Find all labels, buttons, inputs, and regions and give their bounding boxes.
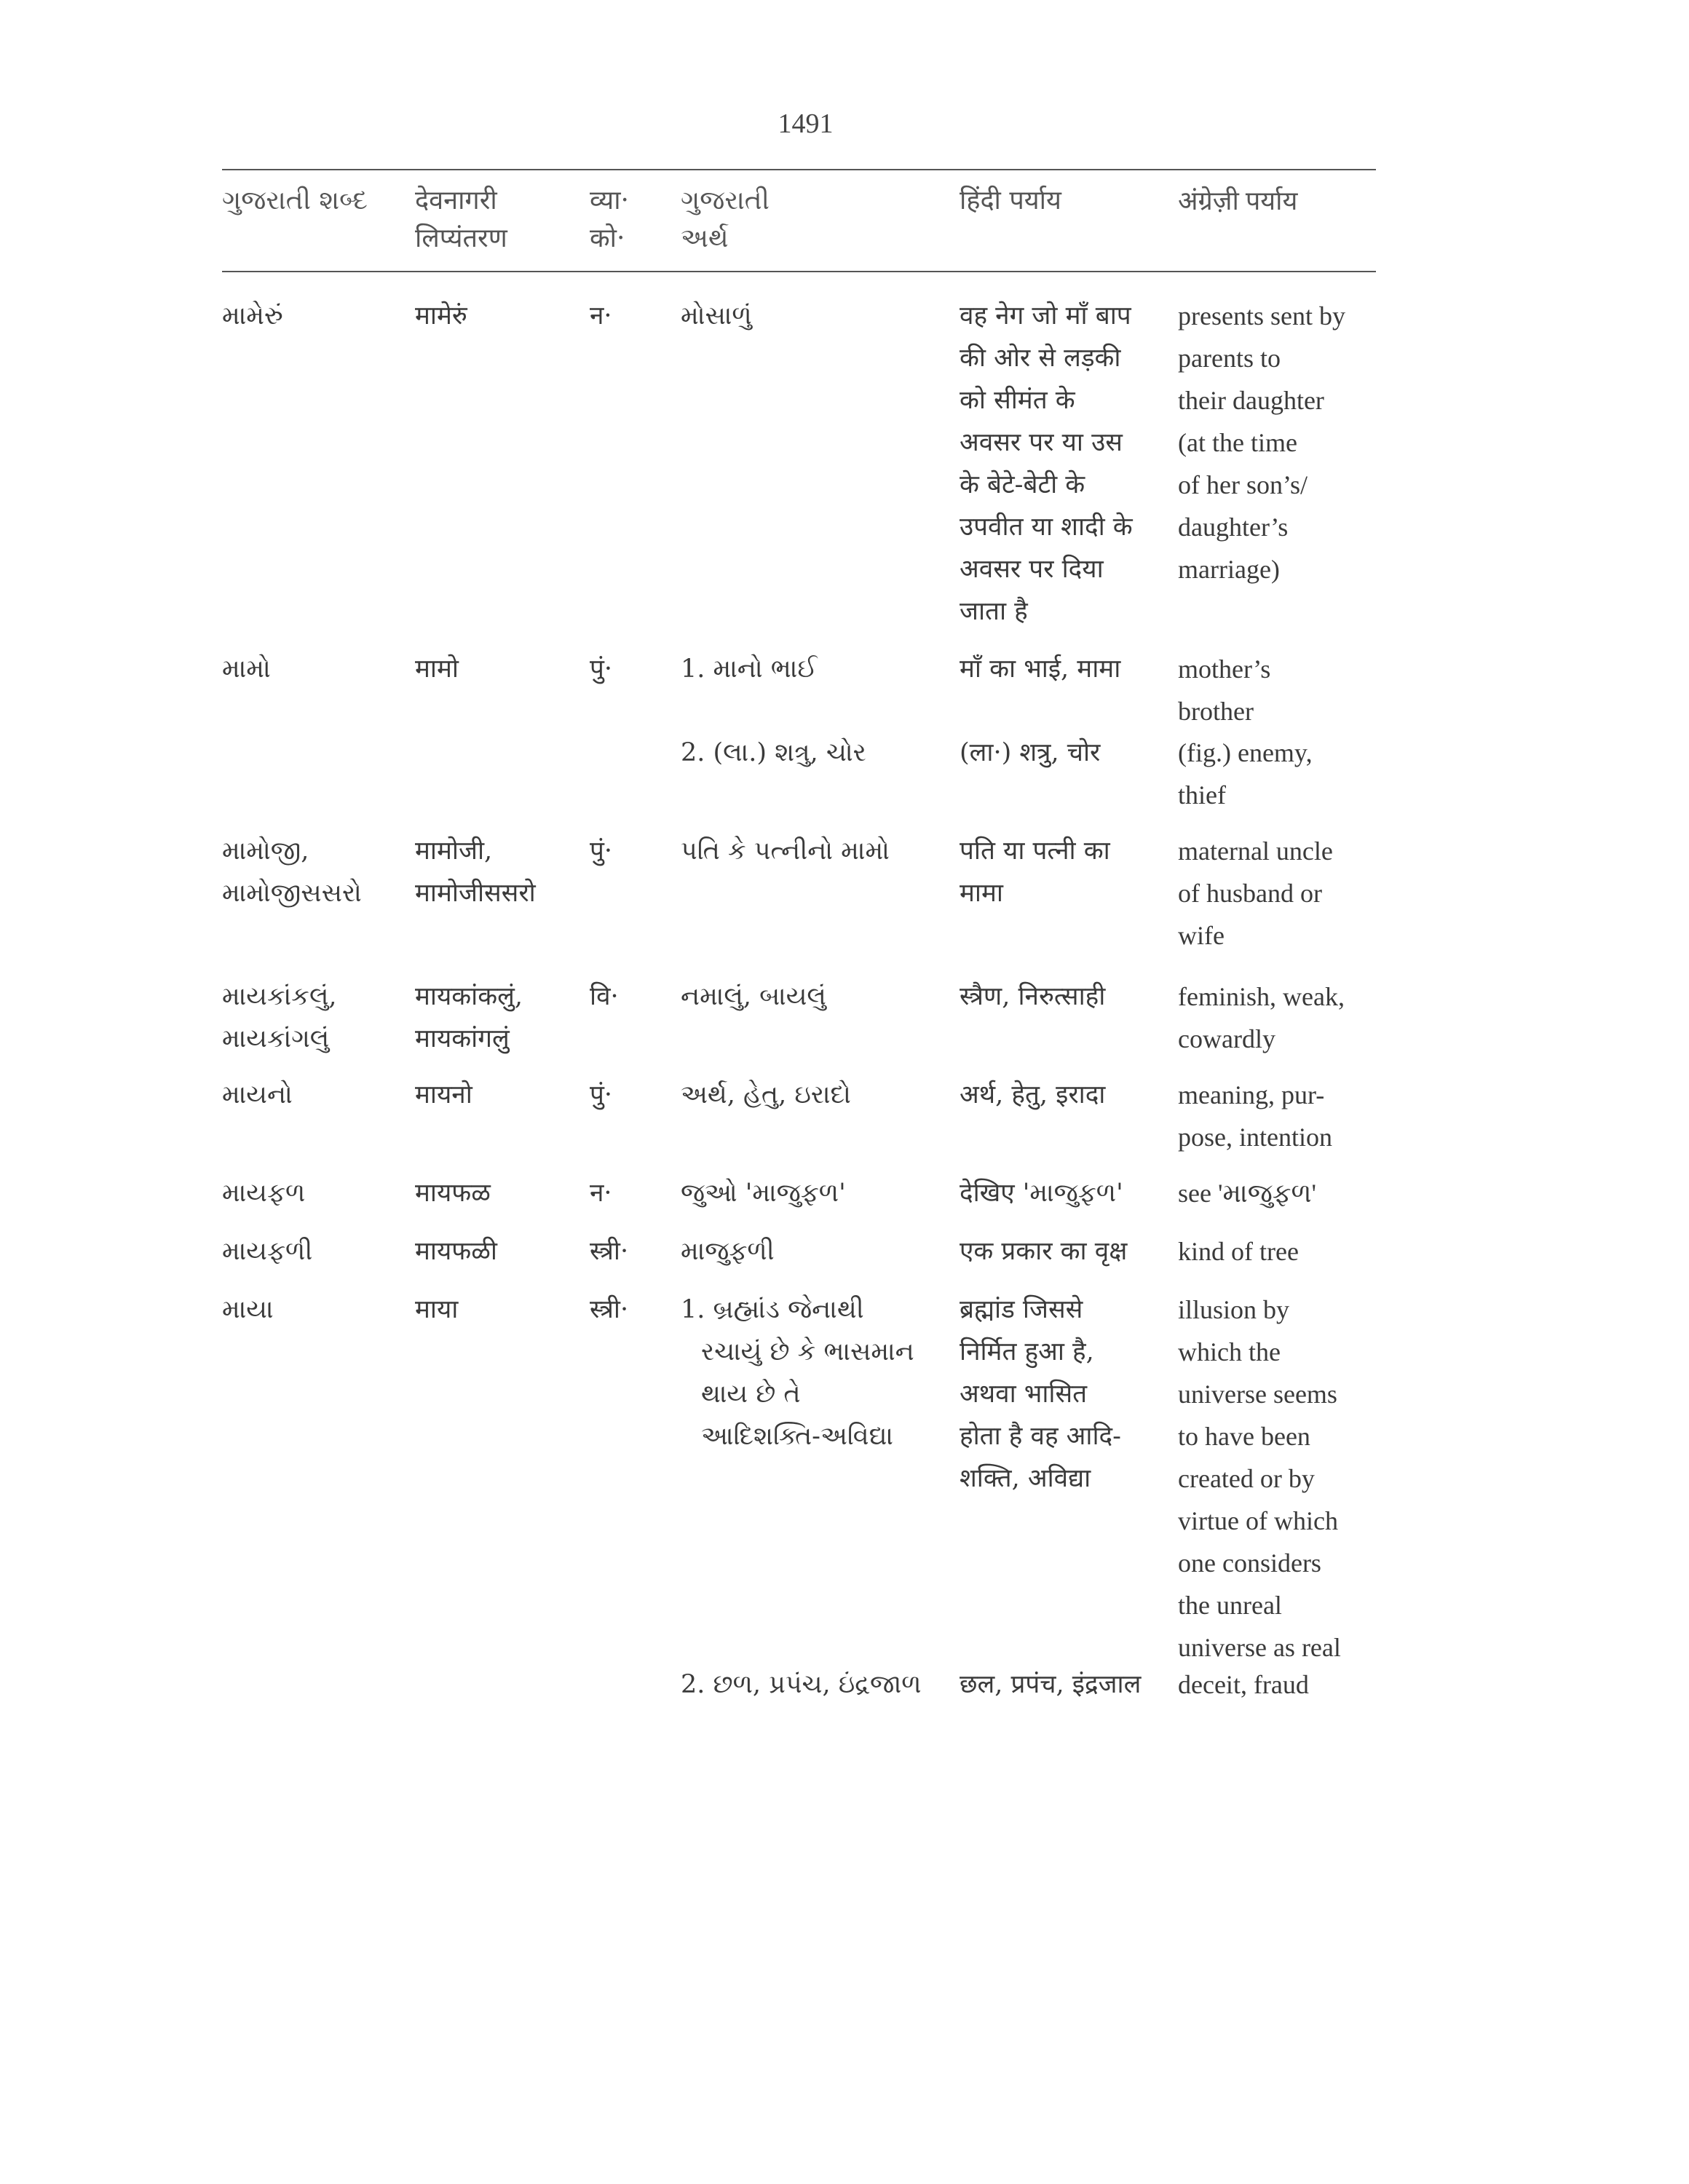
entry-grammar: न· — [590, 1179, 612, 1208]
entry-devanagari: मामोजी, मामोजीससरो — [415, 836, 536, 908]
entry-grammar: पुं· — [590, 654, 613, 684]
entry-grammar: पुं· — [590, 836, 613, 866]
header-devanagari: देवनागरी लिप्यंतरण — [415, 186, 507, 253]
page-number: 1491 — [778, 108, 834, 139]
entry-grammar: पुं· — [590, 1080, 613, 1109]
sense-hindi: पति या पत्नी का मामा — [960, 836, 1110, 908]
entry-devanagari: मामेरुं — [415, 301, 467, 331]
entry-gujarati-word: માયનો — [222, 1080, 293, 1109]
sense-gujarati-meaning: અર્થ, હેતુ, ઇરાદો — [681, 1080, 851, 1109]
sense-english: deceit, fraud — [1178, 1670, 1309, 1699]
entry-devanagari: मायफळ — [415, 1179, 491, 1208]
entry-gujarati-word: મામોજી, મામોજીસસરો — [222, 836, 362, 908]
entry-grammar: वि· — [590, 982, 619, 1011]
sense-gujarati-meaning: જુઓ 'માજુફળ' — [681, 1179, 846, 1208]
sense-english: mother’s brother — [1178, 654, 1271, 726]
sense-hindi: स्त्रैण, निरुत्साही — [960, 982, 1106, 1011]
sense-hindi: अर्थ, हेतु, इरादा — [960, 1080, 1106, 1109]
sense-gujarati-meaning: 1. બ્રહ્માંડ જેનાથી રચાયું છે કે ભાસમાન થાય છે તે આદિશક્તિ-અવિદ્યા — [681, 1295, 914, 1451]
sense-english: see 'માજુફળ' — [1178, 1179, 1317, 1208]
entry-gujarati-word: માયકાંકલું, માયકાંગલું — [222, 982, 337, 1053]
entry-grammar: स्त्री· — [590, 1295, 629, 1324]
sense-hindi: छल, प्रपंच, इंद्रजाल — [960, 1670, 1142, 1699]
sense-hindi: ब्रह्मांड जिससे निर्मित हुआ है, अथवा भासित होता है वह आदि- शक्ति, अविद्या — [960, 1295, 1121, 1493]
entry-grammar: स्त्री· — [590, 1237, 629, 1266]
entry-gujarati-word: મામેરું — [222, 301, 283, 331]
header-top-rule — [222, 169, 1376, 170]
entry-gujarati-word: માયફળ — [222, 1179, 306, 1208]
sense-hindi: एक प्रकार का वृक्ष — [960, 1237, 1128, 1266]
sense-gujarati-meaning: પતિ કે પત્નીનો મામો — [681, 836, 890, 866]
entry-devanagari: मामो — [415, 654, 459, 684]
sense-gujarati-meaning: માજુફળી — [681, 1237, 775, 1266]
header-grammar: व्या· को· — [590, 186, 629, 253]
sense-gujarati-meaning: 1. માનો ભાઈ — [681, 654, 818, 684]
sense-gujarati-meaning: 2. (લા.) શત્રુ, ચોર — [681, 738, 866, 767]
sense-hindi: माँ का भाई, मामा — [960, 654, 1121, 684]
sense-gujarati-meaning: મોસાળું — [681, 301, 752, 331]
entry-devanagari: मायकांकलुं, मायकांगलुं — [415, 982, 523, 1053]
entry-grammar: न· — [590, 301, 612, 331]
entry-gujarati-word: મામો — [222, 654, 271, 684]
sense-hindi: (ला·) शत्रु, चोर — [960, 738, 1101, 767]
header-gujarati-meaning: ગુજરાતી અર્થ — [681, 186, 770, 253]
sense-english: maternal uncle of husband or wife — [1178, 836, 1333, 950]
sense-english: feminish, weak, cowardly — [1178, 982, 1345, 1053]
entry-devanagari: माया — [415, 1295, 459, 1324]
header-english: अंग्रेज़ी पर्याय — [1178, 186, 1298, 215]
sense-english: (fig.) enemy, thief — [1178, 738, 1313, 810]
sense-gujarati-meaning: 2. છળ, પ્રપંચ, ઇંદ્રજાળ — [681, 1670, 922, 1699]
sense-english: illusion by which the universe seems to have been created or by virtue of which one considers the unreal universe as real — [1178, 1295, 1341, 1662]
entry-gujarati-word: માયફળી — [222, 1237, 313, 1266]
sense-gujarati-meaning: નમાલું, બાયલું — [681, 982, 826, 1011]
sense-hindi: देखिए 'માજુફળ' — [960, 1179, 1123, 1208]
entry-devanagari: मायफळी — [415, 1237, 497, 1266]
entry-gujarati-word: માયા — [222, 1295, 274, 1324]
sense-english: meaning, pur- pose, intention — [1178, 1080, 1332, 1152]
sense-english: kind of tree — [1178, 1237, 1299, 1266]
header-gujarati-word: ગુજરાતી શબ્દ — [222, 186, 368, 215]
header-hindi: हिंदी पर्याय — [960, 186, 1061, 215]
entry-devanagari: मायनो — [415, 1080, 472, 1109]
header-bottom-rule — [222, 271, 1376, 272]
sense-english: presents sent by parents to their daughter (at the time of her son’s/ daughter’s marriage) — [1178, 301, 1345, 584]
sense-hindi: वह नेग जो माँ बाप की ओर से लड़की को सीमंत के अवसर पर या उस के बेटे-बेटी के उपवीत या शादी के अवसर पर दिया जाता है — [960, 301, 1133, 626]
